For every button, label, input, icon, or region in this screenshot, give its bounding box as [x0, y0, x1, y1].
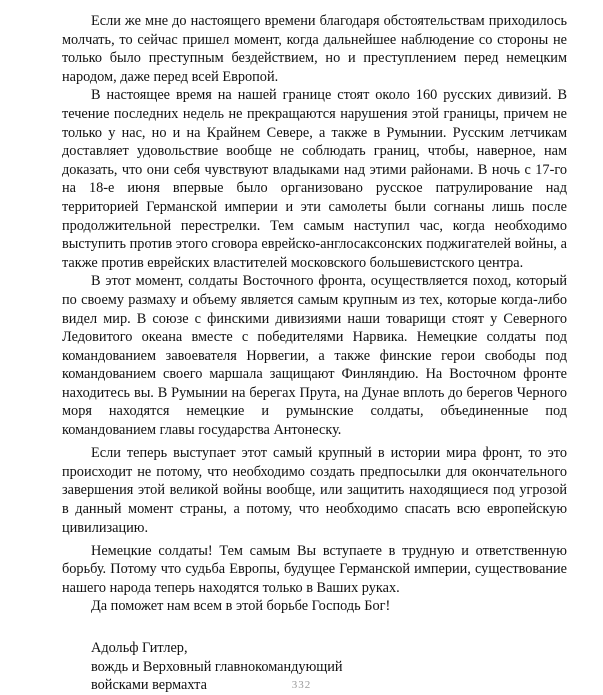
- paragraph: В этот момент, солдаты Восточного фронта, осуществляется поход, который по своему размаху и объему является самым крупным из тех, которые когда-либо видел мир. В союзе с финскими дивизиями наши товарищи стоят у Северного Ледовитого океана вместе с победителями Нарвика. Немецкие солдаты под командованием завоевателя Норвегии, а также финские герои свободы под командованием своего маршала защищают Финляндию. На Восточном фронте находитесь вы. В Румынии на берегах Прута, на Дунае вплоть до берегов Черного моря находятся немецкие и румынские солдаты, объединенные под командованием главы государства Антонеску.: [62, 273, 567, 439]
- paragraph: Если же мне до настоящего времени благодаря обстоятельствам приходилось молчать, то сейчас пришел момент, когда дальнейшее наблюдение со стороны не только было преступным бездействием, но и преступлением перед немецким народом, даже перед всей Европой.: [62, 13, 567, 85]
- page-number: 332: [291, 679, 312, 691]
- paragraph: Немецкие солдаты! Тем самым Вы вступаете в трудную и ответственную борьбу. Потому что судьба Европы, будущее Германской империи, существование нашего народа теперь находятся только в Ваших руках.: [62, 542, 567, 596]
- paragraph: Если теперь выступает этот самый крупный в истории мира фронт, то это происходит не потому, что необходимо создать предпосылки для окончательного завершения этой великой войны вообще, или защитить находящиеся под угрозой в данный момент страны, а потому, что необходимо спасать всю европейскую цивилизацию.: [62, 445, 567, 536]
- signature-line: войсками вермахта: [91, 677, 207, 694]
- signature-line: вождь и Верховный главнокомандующий: [91, 658, 343, 675]
- paragraph: Да поможет нам всем в этой борьбе Господь Бог!: [91, 598, 391, 615]
- signature-line: Адольф Гитлер,: [91, 640, 188, 656]
- paragraph: В настоящее время на нашей границе стоят около 160 русских дивизий. В течение последних недель не прекращаются нарушения этой границы, причем не только у нас, но и на Крайнем Севере, а также в Румынии. Русским летчикам доставляет удовольствие вообще не соблюдать границ, чтобы, наверное, нам доказать, что они себя чувствуют владыками над этими районами. В ночь с 17-го на 18-е июня впервые было организовано русское патрулирование над территорией Германской империи и эти самолеты были согнаны лишь после продолжительной перестрелки. Тем самым наступил час, когда необходимо выступить против этого сговора еврейско-англосаксонских поджигателей войны, а также против еврейских властителей московского большевистского центра.: [62, 87, 567, 271]
- document-body: [62, 12, 567, 616]
